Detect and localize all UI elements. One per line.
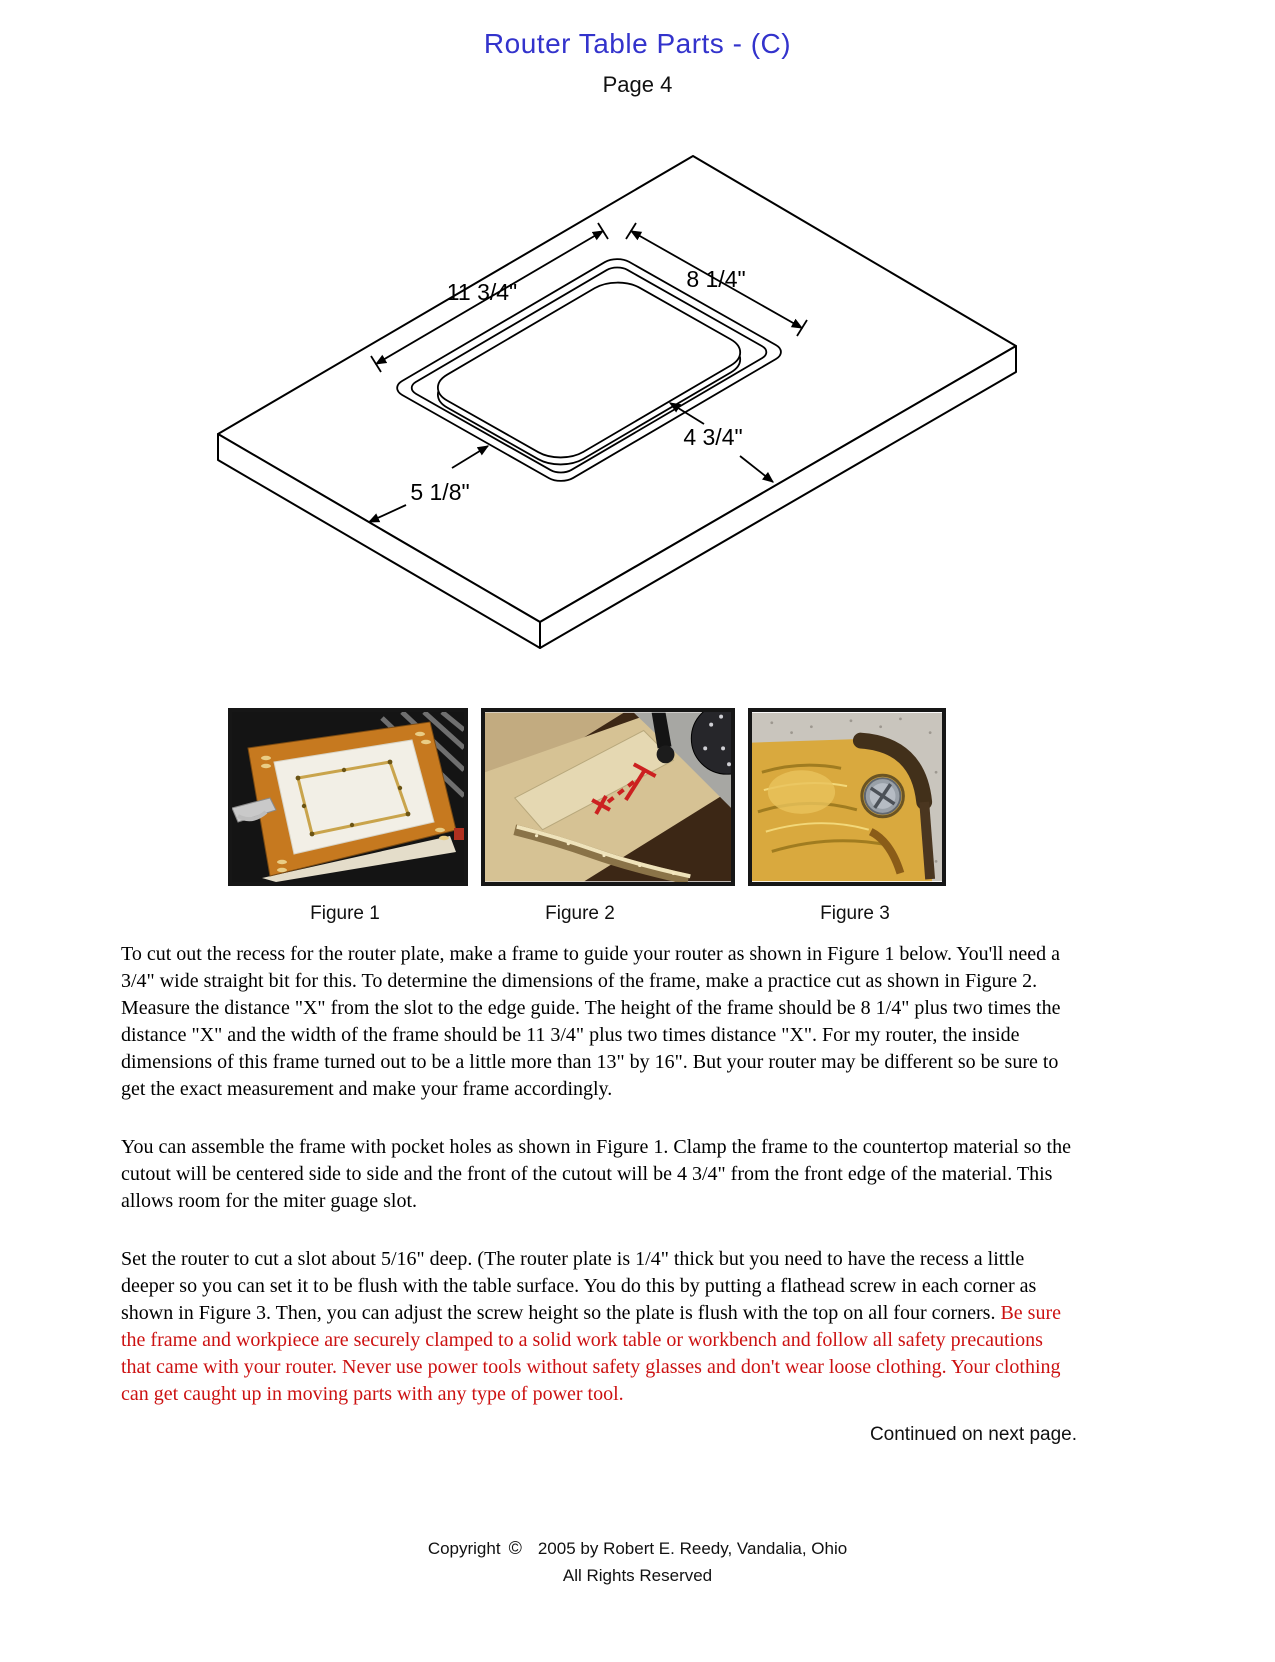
countertop-recess-drawing	[0, 140, 1275, 655]
dim-label-11-3-4: 11 3/4"	[446, 279, 518, 305]
continued-note: Continued on next page.	[869, 1424, 1077, 1445]
figure-3-photo	[748, 708, 946, 886]
figure-2-caption: Figure 2	[545, 903, 615, 924]
paragraph-3-black: Set the router to cut a slot about 5/16" deep. (The router plate is 1/4" thick but you need to have the recess a little deeper so you can set it to be flush with the table surface. You do this by putting a flathead screw in each corner as shown in Figure 3. Then, you can adjust the screw height so the plate is flush with the top on all four corners.	[121, 1248, 1037, 1324]
dim-label-8-1-4: 8 1/4"	[686, 266, 746, 292]
dim-label-5-1-8: 5 1/8"	[410, 479, 470, 505]
figure-photo-strip	[228, 708, 946, 886]
rights-reserved: All Rights Reserved	[562, 1566, 713, 1585]
paragraph-1: To cut out the recess for the router plate, make a frame to guide your router as shown in Figure 1 below. You'll need a 3/4" wide straight bit for this. To determine the dimensions of the frame, make a practice cut as shown in Figure 2. Measure the distance "X" from the slot to the edge guide. The height of the frame should be 8 1/4" plus two times the distance "X" and the width of the frame should be 11 3/4" plus two times distance "X". For my router, the inside dimensions of this frame turned out to be a little more than 13" by 16". But your router may be different so be sure to get the exact measurement and make your frame accordingly.	[121, 943, 1061, 1100]
dim-label-4-3-4: 4 3/4"	[683, 424, 743, 450]
copyright-block	[0, 1538, 1275, 1586]
body-text	[121, 941, 1077, 1448]
paragraph-2: You can assemble the frame with pocket holes as shown in Figure 1. Clamp the frame to the countertop material so the cutout will be centered side to side and the front of the cutout will be 4 3/4" from the front edge of the material. This allows room for the miter guage slot.	[121, 1136, 1071, 1212]
paragraph-3-warning: Be sure the frame and workpiece are securely clamped to a solid work table or workbench and follow all safety precautions that came with your router. Never use power tools without safety glasses and don't wear loose clothing. Your clothing can get caught up in moving parts with any type of power tool.	[121, 1302, 1062, 1405]
copyright-symbol: ©	[508, 1538, 522, 1558]
copyright-word: Copyright	[427, 1539, 501, 1558]
figure-3-caption: Figure 3	[820, 903, 890, 924]
copyright-line	[0, 1538, 1275, 1559]
copyright-rest: 2005 by Robert E. Reedy, Vandalia, Ohio	[537, 1539, 848, 1558]
figure-1-caption: Figure 1	[310, 903, 380, 924]
page-title: Router Table Parts - (C)	[483, 28, 792, 59]
paragraph-3	[121, 1246, 1077, 1408]
page-number: Page 4	[602, 72, 673, 97]
figure-1-photo	[228, 708, 468, 886]
figure-2-photo	[481, 708, 735, 886]
